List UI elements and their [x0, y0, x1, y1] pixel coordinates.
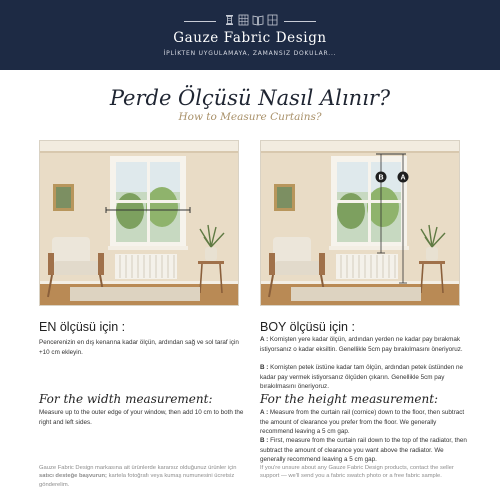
window	[108, 156, 188, 250]
marker-b-label: B	[378, 174, 384, 182]
height-a-label: A :	[260, 409, 269, 416]
room-illustration-height	[260, 140, 460, 306]
brand-name: Gauze Fabric Design	[173, 30, 327, 46]
spool-icon	[224, 14, 235, 26]
window-curtain-icon	[267, 14, 278, 26]
window	[329, 156, 409, 250]
fabric-weave-icon	[238, 14, 249, 26]
boy-a-text: Kornişten yere kadar ölçün, ardından yerden ne kadar pay bırakmak istiyorsanız o kadar eksiltin. Genellikle 5cm pay bırakılmasını öneriyoruz.	[260, 336, 463, 353]
boy-section-title: BOY ölçüsü için :	[260, 320, 355, 334]
room-scene	[40, 141, 239, 306]
boy-b-label: B :	[260, 364, 269, 371]
marker-a-label: A	[400, 174, 406, 182]
page-subtitle: How to Measure Curtains?	[178, 111, 322, 123]
width-section-body: Measure up to the outer edge of your window, then add 10 cm to both the right and left sides.	[39, 409, 244, 426]
width-section-title: For the width measurement:	[39, 392, 213, 406]
room-scene	[261, 141, 460, 306]
room-illustration-width	[39, 140, 239, 306]
height-b-label: B :	[260, 437, 269, 444]
boy-a-label: A :	[260, 336, 269, 343]
boy-section-a	[260, 335, 470, 354]
page-title: Perde Ölçüsü Nasıl Alınır?	[109, 86, 391, 110]
en-section-body: Pencerenizin en dış kenarına kadar ölçün, ardından sağ ve sol taraf için +10 cm ekleyin.	[39, 339, 239, 356]
en-section-title: EN ölçüsü için :	[39, 320, 126, 334]
footer-note-tr	[39, 464, 239, 489]
height-section-a	[260, 408, 470, 437]
footer-note-en: If you're unsure about any Gauze Fabric Design products, contact the seller support — we'll send you a fabric swatch photo or a free fabric sample.	[260, 465, 454, 480]
footer-tr-pre: Gauze Fabric Design markasına ait ürünlerde kararsız olduğunuz ürünler için	[39, 465, 237, 471]
height-section-title: For the height measurement:	[260, 392, 439, 406]
footer-tr-post: kartela fotoğrafı veya kumaş numunesini ücretsiz gönderelim.	[39, 473, 235, 488]
header-divider-left	[184, 21, 216, 22]
boy-b-text: Kornişten petek üstüne kadar tam ölçün, ardından petek üstünden ne kadar pay vermek istiyorsanız ölçüden çıkarın. Genellikle 5cm pay bırakılmasını öneriyoruz.	[260, 364, 464, 390]
header-icon-row	[224, 14, 278, 26]
header-divider-right	[284, 21, 316, 22]
radiator	[115, 254, 177, 279]
boy-section-b	[260, 363, 470, 392]
height-section-b	[260, 436, 470, 465]
brand-header	[0, 0, 500, 70]
height-a-text: Measure from the curtain rail (cornice) down to the floor, then subtract the amount of clearance you prefer from the floor. We generally recommend leaving a 5 cm gap.	[260, 409, 465, 435]
footer-tr-strong: satıcı desteğe başvurun;	[39, 473, 107, 480]
radiator	[336, 254, 398, 279]
book-icon	[252, 14, 264, 26]
height-b-text: First, measure from the curtain rail down to the top of the radiator, then subtract the amount of clearance you want above the radiator. We generally recommend leaving a 5 cm gap.	[260, 437, 467, 463]
brand-tagline: İPLİKTEN UYGULAMAYA, ZAMANSIZ DOKULAR...	[163, 50, 337, 57]
